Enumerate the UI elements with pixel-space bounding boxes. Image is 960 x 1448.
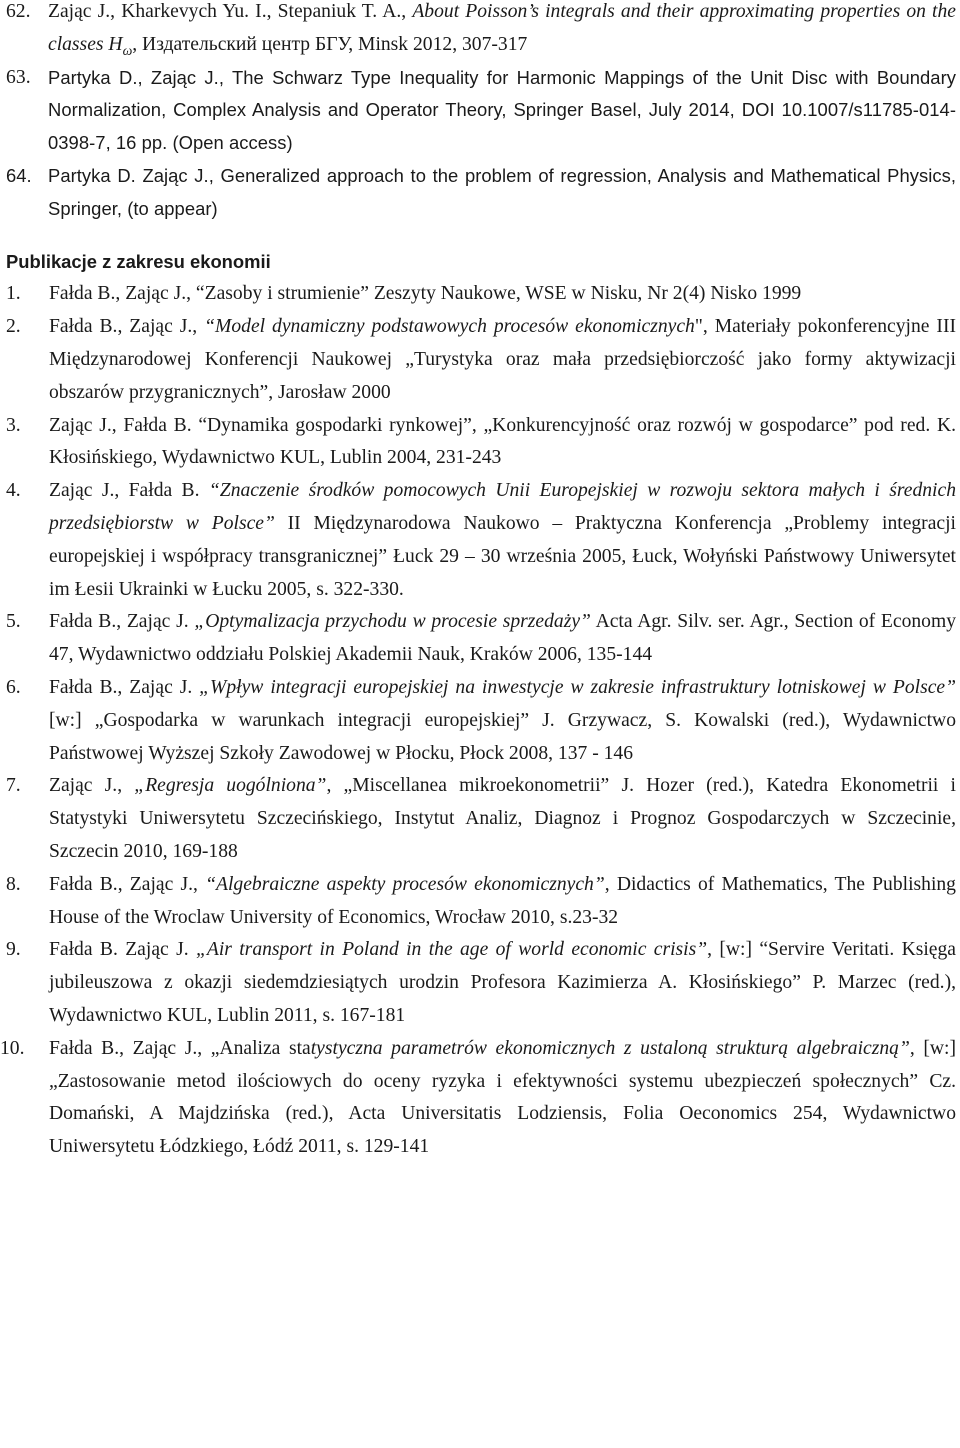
text-segment: Fałda B., Zając J., „Analiza sta (49, 1037, 311, 1059)
publication-item (6, 606, 956, 672)
text-segment: ", Materiały pokonferencyjne III Międzynarodowej Konferencji Naukowej „Turystyka oraz mała przedsiębiorczość jako formy aktywizacji obszarów przygranicznych”, Jarosław 2000 (49, 316, 956, 403)
italic-title-segment: “Znaczenie środków pomocowych Unii Europejskiej w rozwoju sektora małych i średnich przedsiębiorstw w Polsce” (49, 480, 956, 534)
text-segment: Fałda B., Zając J., (49, 316, 205, 338)
text-segment: Fałda B., Zając J. (49, 676, 200, 698)
italic-title-segment: „Wpływ integracji europejskiej na inwestycje w zakresie infrastruktury lotniskowej w Polsce” (199, 676, 956, 698)
italic-title-segment: “Model dynamiczny podstawowych procesów ekonomicznych (204, 316, 695, 338)
italic-title-segment: “Algebraiczne aspekty procesów ekonomicznych” (205, 873, 605, 895)
section-heading: Publikacje z zakresu ekonomii (6, 250, 271, 272)
reference-63 (6, 62, 956, 160)
publication-item (6, 475, 956, 606)
italic-title-segment: „Optymalizacja przychodu w procesie sprzedaży” (194, 611, 591, 633)
publication-item (6, 934, 956, 1032)
reference-text (48, 0, 956, 62)
publication-text (49, 606, 956, 672)
publication-item (6, 311, 956, 409)
publication-number: 9. (6, 939, 21, 961)
publication-item (6, 770, 956, 868)
text-segment: , [w:] “Servire Veritati. Księga jubileuszowa z okazji siedemdziesiątych urodzin Profesora Kazimierza A. Kłosińskiego” P. Marzec (red.), Wydawnictwo KUL, Lublin 2011, s. 167-181 (49, 939, 956, 1026)
publication-text (49, 410, 956, 476)
reference-number: 63. (6, 66, 31, 88)
publication-text (49, 934, 956, 1032)
text-segment: [w:] „Gospodarka w warunkach integracji europejskiej” J. Grzywacz, S. Kowalski (red.), Wydawnictwo Państwowej Wyższej Szkoły Zawodowej w Płocku, Płock 2008, 137 - 146 (49, 709, 956, 764)
publication-text (49, 1033, 956, 1164)
italic-title-segment: About Poisson’s integrals and their approximating properties on the classes H (48, 1, 956, 55)
publication-list (0, 278, 956, 1164)
publication-text (49, 311, 956, 409)
text-segment: Partyka D., Zając J., The Schwarz Type Inequality for Harmonic Mappings of the Unit Disc with Boundary Normalization, Complex Analysis and Operator Theory, Springer Basel, July 2014, DOI 10.1007/s11785-014-0398-7, 16 pp. (Open access) (48, 66, 956, 154)
publication-number: 4. (6, 480, 21, 502)
reference-64 (6, 160, 956, 226)
reference-62 (6, 0, 956, 62)
publication-number: 1. (6, 283, 21, 305)
publication-number: 5. (6, 611, 21, 633)
text-segment: Zając J., Fałda B. “Dynamika gospodarki rynkowej”, „Konkurencyjność oraz rozwój w gospodarce” pod red. K. Kłosińskiego, Wydawnictwo KUL, Lublin 2004, 231-243 (49, 414, 956, 469)
text-segment: Zając J., (49, 775, 135, 797)
publication-number: 7. (6, 775, 21, 797)
publication-number: 2. (6, 316, 21, 338)
publication-item (0, 1033, 956, 1164)
text-segment: Fałda B., Zając J. (49, 611, 195, 633)
text-segment: Fałda B., Zając J., (49, 873, 206, 895)
publication-item (6, 869, 956, 935)
text-segment: , [w:] „Zastosowanie metod ilościowych do oceny ryzyka i efektywności systemu ubezpieczeń społecznych” Cz. Domański, A Majdzińska (red.), Acta Universitatis Lodziensis, Folia Oeconomics 254, Wydawnictwo Uniwersytetu Łódzkiego, Łódź 2011, s. 129-141 (49, 1037, 956, 1158)
text-segment: Fałda B. Zając J. (49, 939, 196, 961)
publication-item (6, 278, 956, 311)
reference-text (48, 160, 956, 226)
text-segment: , Издательский центр БГУ, Minsk 2012, 307-317 (132, 33, 528, 55)
publication-number: 3. (6, 414, 21, 436)
publication-number: 8. (6, 873, 21, 895)
references-continued (6, 0, 956, 226)
publication-text (49, 278, 956, 311)
reference-number: 62. (6, 1, 31, 22)
text-segment: II Międzynarodowa Naukowo – Praktyczna Konferencja „Problemy integracji europejskiej i współpracy transgranicznej” Łuck 29 – 30 września 2005, Łuck, Wołyński Państwowy Uniwersytet im Łesii Ukrainki w Łucku 2005, s. 322-330. (49, 512, 956, 600)
publication-text (49, 475, 956, 606)
publication-number: 10. (0, 1037, 25, 1059)
publication-text (49, 869, 956, 935)
italic-title-segment: „Air transport in Poland in the age of world economic crisis” (195, 939, 708, 961)
text-segment: , „Miscellanea mikroekonometrii” J. Hozer (red.), Katedra Ekonometrii i Statystyki Uniwersytetu Szczecińskiego, Instytut Analiz, Diagnoz i Prognoz Gospodarczych w Szczecinie, Szczecin 2010, 169-188 (49, 775, 956, 862)
reference-number: 64. (6, 164, 32, 186)
publication-item (6, 410, 956, 476)
publication-number: 6. (6, 676, 21, 698)
italic-title-segment: „Regresja uogólniona” (134, 775, 327, 797)
italic-title-segment: ω (122, 42, 133, 58)
publication-item (6, 672, 956, 770)
italic-title-segment: tystyczna parametrów ekonomicznych z ustaloną strukturą algebraiczną” (310, 1037, 910, 1059)
reference-text (48, 62, 956, 160)
text-segment: Zając J., Fałda B. (49, 480, 209, 502)
publication-text (49, 672, 956, 770)
text-segment: Fałda B., Zając J., “Zasoby i strumienie” Zeszyty Naukowe, WSE w Nisku, Nr 2(4) Nisko 1999 (49, 283, 802, 305)
text-segment: Acta Agr. Silv. ser. Agr., Section of Economy 47, Wydawnictwo oddziału Polskiej Akademii Nauk, Kraków 2006, 135-144 (49, 611, 956, 666)
publication-text (49, 770, 956, 868)
text-segment: Partyka D. Zając J., Generalized approach to the problem of regression, Analysis and Mathematical Physics, Springer, (to appear) (48, 164, 956, 219)
text-segment: Zając J., Kharkevych Yu. I., Stepaniuk T. A., (48, 1, 413, 22)
text-segment: , Didactics of Mathematics, The Publishing House of the Wroclaw University of Economics, Wrocław 2010, s.23-32 (49, 873, 956, 928)
